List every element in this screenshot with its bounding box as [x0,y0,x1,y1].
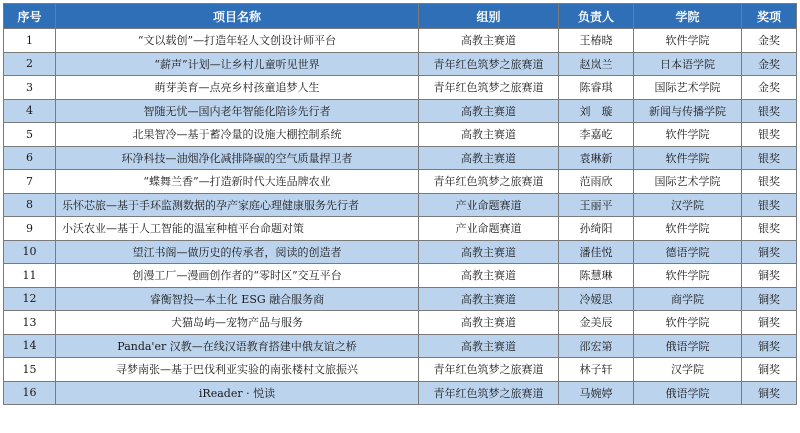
cell-project: 乐怀芯旅—基于手环监测数据的孕产家庭心理健康服务先行者 [56,193,419,217]
cell-leader: 冷嫒思 [559,287,634,311]
cell-award: 铜奖 [742,334,797,358]
cell-group: 青年红色筑梦之旅赛道 [419,76,559,100]
header-project: 项目名称 [56,4,419,29]
cell-college: 软件学院 [634,264,742,288]
cell-college: 商学院 [634,287,742,311]
cell-group: 高教主赛道 [419,311,559,335]
cell-no: 15 [4,358,56,382]
cell-college: 软件学院 [634,29,742,53]
cell-group: 青年红色筑梦之旅赛道 [419,381,559,405]
cell-group: 高教主赛道 [419,123,559,147]
header-award: 奖项 [742,4,797,29]
cell-group: 青年红色筑梦之旅赛道 [419,358,559,382]
cell-project: “薪声”计划—让乡村儿童听见世界 [56,52,419,76]
cell-no: 9 [4,217,56,241]
cell-project: 小沃农业—基于人工智能的温室种植平台命题对策 [56,217,419,241]
cell-leader: 马婉婷 [559,381,634,405]
cell-college: 新闻与传播学院 [634,99,742,123]
cell-award: 金奖 [742,52,797,76]
table-row [4,76,797,100]
header-group: 组别 [419,4,559,29]
cell-project: 萌芽美育—点亮乡村孩童追梦人生 [56,76,419,100]
cell-college: 国际艺术学院 [634,76,742,100]
cell-project: 智随无忧—国内老年智能化陪诊先行者 [56,99,419,123]
cell-no: 12 [4,287,56,311]
cell-award: 银奖 [742,146,797,170]
cell-group: 高教主赛道 [419,287,559,311]
table-row [4,99,797,123]
table-row [4,29,797,53]
cell-no: 4 [4,99,56,123]
cell-college: 软件学院 [634,311,742,335]
table-row [4,123,797,147]
cell-college: 汉学院 [634,358,742,382]
cell-project: 创漫工厂—漫画创作者的“零时区”交互平台 [56,264,419,288]
cell-leader: 潘佳悦 [559,240,634,264]
cell-no: 16 [4,381,56,405]
header-no: 序号 [4,4,56,29]
cell-award: 银奖 [742,99,797,123]
table-body [4,29,797,405]
cell-leader: 孙绮阳 [559,217,634,241]
header-college: 学院 [634,4,742,29]
cell-award: 金奖 [742,76,797,100]
cell-project: 望江书阁—做历史的传承者，阅读的创造者 [56,240,419,264]
table-row [4,334,797,358]
table-row [4,264,797,288]
cell-no: 1 [4,29,56,53]
table-row [4,217,797,241]
cell-leader: 林子轩 [559,358,634,382]
awards-table [3,3,797,405]
cell-leader: 范雨欣 [559,170,634,194]
cell-no: 11 [4,264,56,288]
cell-leader: 李嘉屹 [559,123,634,147]
cell-no: 14 [4,334,56,358]
cell-project: 北果智冷—基于蓄冷量的设施大棚控制系统 [56,123,419,147]
cell-award: 铜奖 [742,287,797,311]
cell-college: 国际艺术学院 [634,170,742,194]
cell-leader: 邵宏第 [559,334,634,358]
cell-no: 5 [4,123,56,147]
cell-leader: 金美辰 [559,311,634,335]
cell-leader: 王丽平 [559,193,634,217]
table-row [4,358,797,382]
cell-award: 铜奖 [742,240,797,264]
cell-leader: 袁琳新 [559,146,634,170]
header-leader: 负责人 [559,4,634,29]
cell-group: 高教主赛道 [419,146,559,170]
cell-project: 睿衡智投—本土化 ESG 融合服务商 [56,287,419,311]
cell-college: 软件学院 [634,217,742,241]
cell-college: 软件学院 [634,146,742,170]
cell-project: Panda'er 汉教—在线汉语教育搭建中俄友谊之桥 [56,334,419,358]
cell-award: 银奖 [742,217,797,241]
cell-no: 13 [4,311,56,335]
cell-no: 6 [4,146,56,170]
cell-award: 银奖 [742,170,797,194]
cell-no: 7 [4,170,56,194]
cell-college: 日本语学院 [634,52,742,76]
cell-award: 铜奖 [742,358,797,382]
cell-college: 俄语学院 [634,381,742,405]
cell-award: 金奖 [742,29,797,53]
cell-leader: 陈慧琳 [559,264,634,288]
cell-project: iReader · 悦读 [56,381,419,405]
cell-award: 铜奖 [742,264,797,288]
cell-college: 软件学院 [634,123,742,147]
cell-no: 2 [4,52,56,76]
cell-group: 产业命题赛道 [419,217,559,241]
cell-award: 铜奖 [742,311,797,335]
cell-award: 铜奖 [742,381,797,405]
cell-college: 德语学院 [634,240,742,264]
table-row [4,240,797,264]
cell-leader: 王椿晓 [559,29,634,53]
cell-group: 高教主赛道 [419,240,559,264]
cell-project: “文以载创”—打造年轻人文创设计师平台 [56,29,419,53]
cell-project: 寻梦南张—基于巴伐利亚实验的南张楼村文旅振兴 [56,358,419,382]
cell-group: 高教主赛道 [419,99,559,123]
cell-group: 青年红色筑梦之旅赛道 [419,170,559,194]
cell-award: 银奖 [742,193,797,217]
cell-group: 产业命题赛道 [419,193,559,217]
cell-no: 10 [4,240,56,264]
cell-leader: 陈睿琪 [559,76,634,100]
table-row [4,287,797,311]
cell-group: 高教主赛道 [419,29,559,53]
cell-leader: 赵岚兰 [559,52,634,76]
cell-college: 汉学院 [634,193,742,217]
table-row [4,52,797,76]
header-row [4,4,797,29]
cell-project: “蝶舞兰香”—打造新时代大连品牌农业 [56,170,419,194]
table-row [4,193,797,217]
cell-college: 俄语学院 [634,334,742,358]
table-row [4,381,797,405]
cell-group: 高教主赛道 [419,264,559,288]
cell-project: 犬猫岛屿—宠物产品与服务 [56,311,419,335]
table-row [4,170,797,194]
cell-group: 高教主赛道 [419,334,559,358]
cell-leader: 刘 璇 [559,99,634,123]
table-row [4,146,797,170]
cell-award: 银奖 [742,123,797,147]
cell-no: 3 [4,76,56,100]
cell-no: 8 [4,193,56,217]
table-row [4,311,797,335]
cell-group: 青年红色筑梦之旅赛道 [419,52,559,76]
cell-project: 环净科技—油烟净化减排降碳的空气质量捍卫者 [56,146,419,170]
